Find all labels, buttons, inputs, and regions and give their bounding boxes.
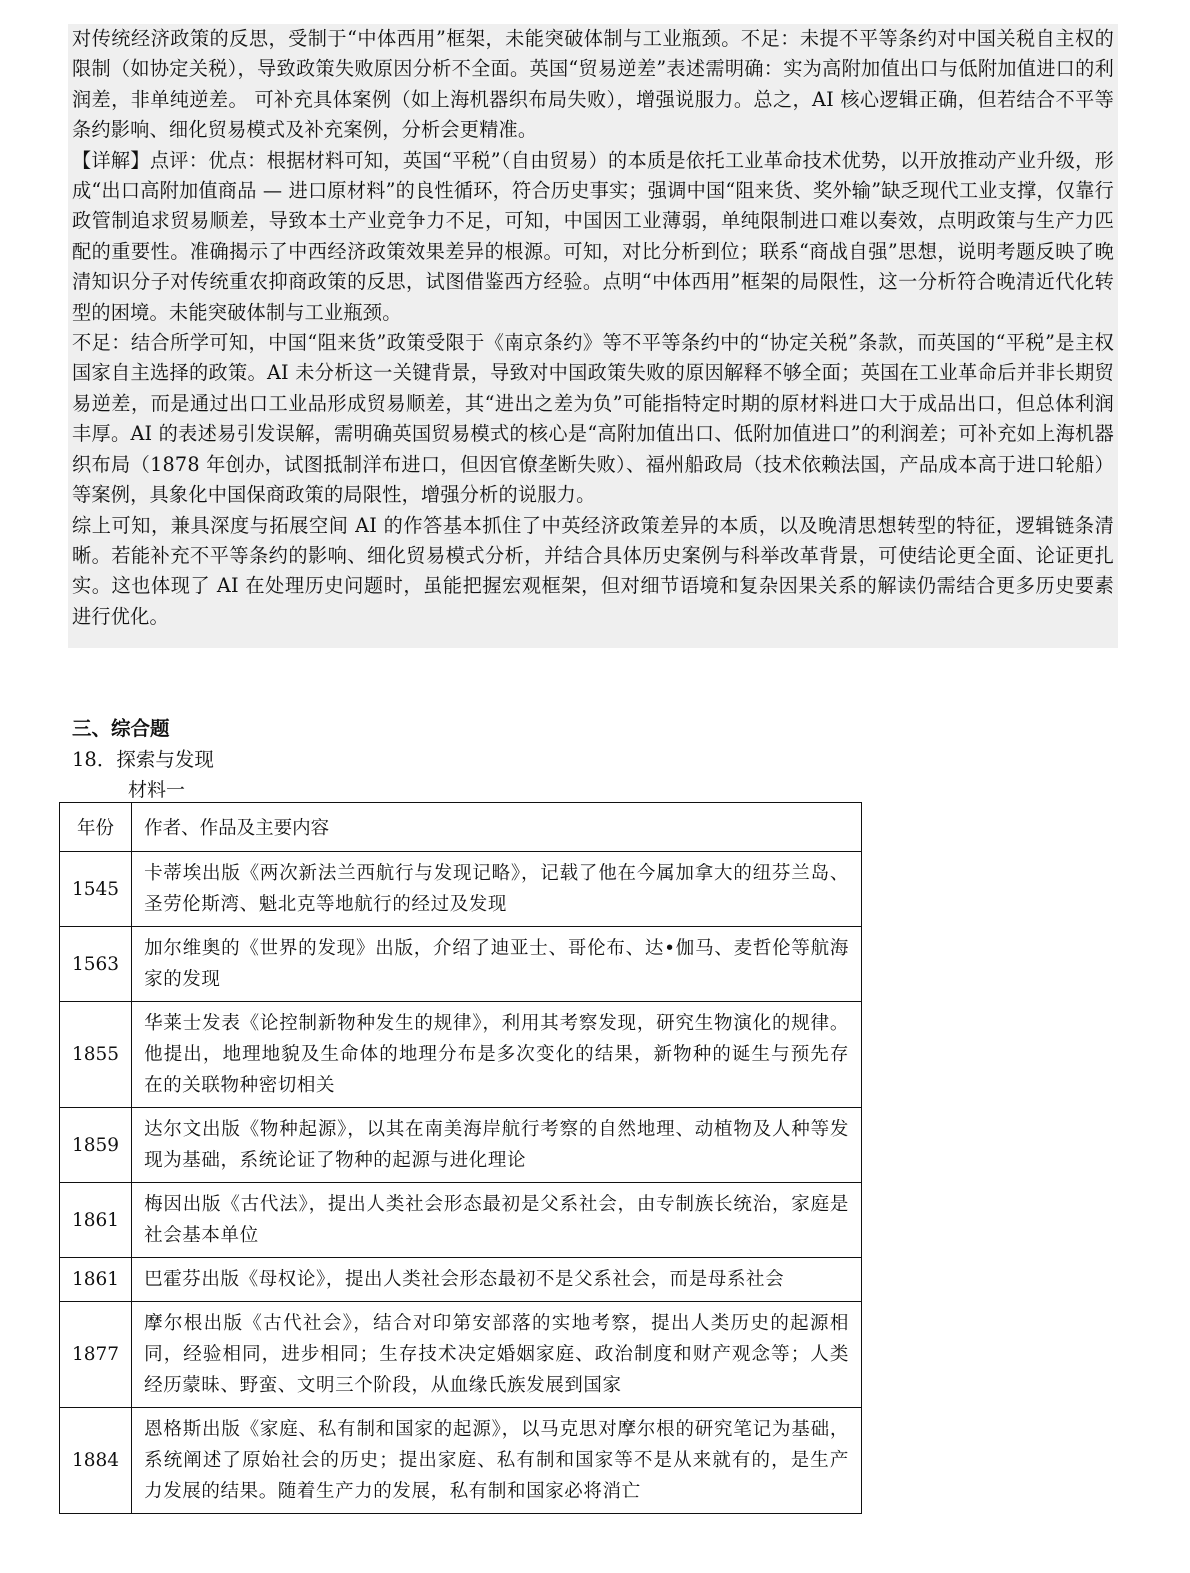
table-row bbox=[60, 1108, 862, 1183]
row-content: 巴霍芬出版《母权论》，提出人类社会形态最初不是父系社会，而是母系社会 bbox=[132, 1258, 862, 1302]
analysis-paragraph: 不足：结合所学可知，中国“阻来货”政策受限于《南京条约》等不平等条约中的“协定关税”条款，而英国的“平税”是主权国家自主选择的政策。AI 未分析这一关键背景，导致对中国政策失败的原因解释不够全面；英国在工业革命后并非长期贸易逆差，而是通过出口工业品形成贸易顺差，其“进出之差为负”可能指特定时期的原材料进口大于成品出口，但总体利润丰厚。AI 的表述易引发误解，需明确英国贸易模式的核心是“高附加值出口、低附加值进口”的利润差；可补充如上海机器织布局（1878 年创办，试图抵制洋布进口，但因官僚垄断失败）、福州船政局（技术依赖法国，产品成本高于进口轮船）等案例，具象化中国保商政策的局限性，增强分析的说服力。 bbox=[72, 331, 1114, 507]
header-year: 年份 bbox=[60, 803, 132, 852]
row-content: 摩尔根出版《古代社会》，结合对印第安部落的实地考察，提出人类历史的起源相同，经验相同，进步相同；生存技术决定婚姻家庭、政治制度和财产观念等；人类经历蒙昧、野蛮、文明三个阶段，从血缘氏族发展到国家 bbox=[132, 1302, 862, 1408]
row-content: 梅因出版《古代法》，提出人类社会形态最初是父系社会，由专制族长统治，家庭是社会基本单位 bbox=[132, 1183, 862, 1258]
table-row bbox=[60, 1408, 862, 1514]
analysis-paragraph: 【详解】点评：优点：根据材料可知，英国“平税”（自由贸易）的本质是依托工业革命技术优势，以开放推动产业升级，形成“出口高附加值商品 — 进口原材料”的良性循环，符合历史事实；强调中国“阻来货、奖外输”缺乏现代工业支撑，仅靠行政管制追求贸易顺差，导致本土产业竞争力不足，可知，中国因工业薄弱，单纯限制进口难以奏效，点明政策与生产力匹配的重要性。准确揭示了中西经济政策效果差异的根源。可知，对比分析到位；联系“商战自强”思想，说明考题反映了晚清知识分子对传统重农抑商政策的反思，试图借鉴西方经验。点明“中体西用”框架的局限性，这一分析符合晚清近代化转型的困境。未能突破体制与工业瓶颈。 bbox=[72, 148, 1114, 324]
row-content: 达尔文出版《物种起源》，以其在南美海岸航行考察的自然地理、动植物及人种等发现为基础，系统论证了物种的起源与进化理论 bbox=[132, 1108, 862, 1183]
table-row bbox=[60, 927, 862, 1002]
question-title: 18．探索与发现 bbox=[72, 748, 214, 771]
table-header-row bbox=[60, 803, 862, 852]
table-row bbox=[60, 1258, 862, 1302]
row-year: 1884 bbox=[60, 1408, 132, 1514]
analysis-paragraph: 综上可知，兼具深度与拓展空间 AI 的作答基本抓住了中英经济政策差异的本质，以及晚清思想转型的特征，逻辑链条清晰。若能补充不平等条约的影响、细化贸易模式分析，并结合具体历史案例与科举改革背景，可使结论更全面、论证更扎实。这也体现了 AI 在处理历史问题时，虽能把握宏观框架，但对细节语境和复杂因果关系的解读仍需结合更多历史要素进行优化。 bbox=[72, 513, 1114, 628]
section-title: 三、综合题 bbox=[72, 717, 170, 740]
table-row bbox=[60, 1002, 862, 1108]
row-year: 1861 bbox=[60, 1258, 132, 1302]
material-table bbox=[59, 802, 862, 1514]
table-row bbox=[60, 1302, 862, 1408]
row-year: 1859 bbox=[60, 1108, 132, 1183]
row-year: 1861 bbox=[60, 1183, 132, 1258]
row-content: 加尔维奥的《世界的发现》出版，介绍了迪亚士、哥伦布、达•伽马、麦哲伦等航海家的发现 bbox=[132, 927, 862, 1002]
row-year: 1545 bbox=[60, 852, 132, 927]
row-content: 恩格斯出版《家庭、私有制和国家的起源》，以马克思对摩尔根的研究笔记为基础，系统阐述了原始社会的历史；提出家庭、私有制和国家等不是从来就有的，是生产力发展的结果。随着生产力的发展，私有制和国家必将消亡 bbox=[132, 1408, 862, 1514]
analysis-block bbox=[68, 24, 1118, 648]
analysis-paragraph: 对传统经济政策的反思，受制于“中体西用”框架，未能突破体制与工业瓶颈。不足：未提不平等条约对中国关税自主权的限制（如协定关税），导致政策失败原因分析不全面。英国“贸易逆差”表述需明确：实为高附加值出口与低附加值进口的利润差，非单纯逆差。 可补充具体案例（如上海机器织布局失败），增强说服力。总之，AI 核心逻辑正确，但若结合不平等条约影响、细化贸易模式及补充案例，分析会更精准。 bbox=[72, 27, 1114, 142]
row-year: 1563 bbox=[60, 927, 132, 1002]
material-label: 材料一 bbox=[128, 779, 186, 801]
row-content: 卡蒂埃出版《两次新法兰西航行与发现记略》，记载了他在今属加拿大的纽芬兰岛、圣劳伦斯湾、魁北克等地航行的经过及发现 bbox=[132, 852, 862, 927]
header-content: 作者、作品及主要内容 bbox=[132, 803, 862, 852]
row-content: 华莱士发表《论控制新物种发生的规律》，利用其考察发现，研究生物演化的规律。他提出，地理地貌及生命体的地理分布是多次变化的结果，新物种的诞生与预先存在的关联物种密切相关 bbox=[132, 1002, 862, 1108]
row-year: 1855 bbox=[60, 1002, 132, 1108]
table-row bbox=[60, 852, 862, 927]
row-year: 1877 bbox=[60, 1302, 132, 1408]
table-row bbox=[60, 1183, 862, 1258]
